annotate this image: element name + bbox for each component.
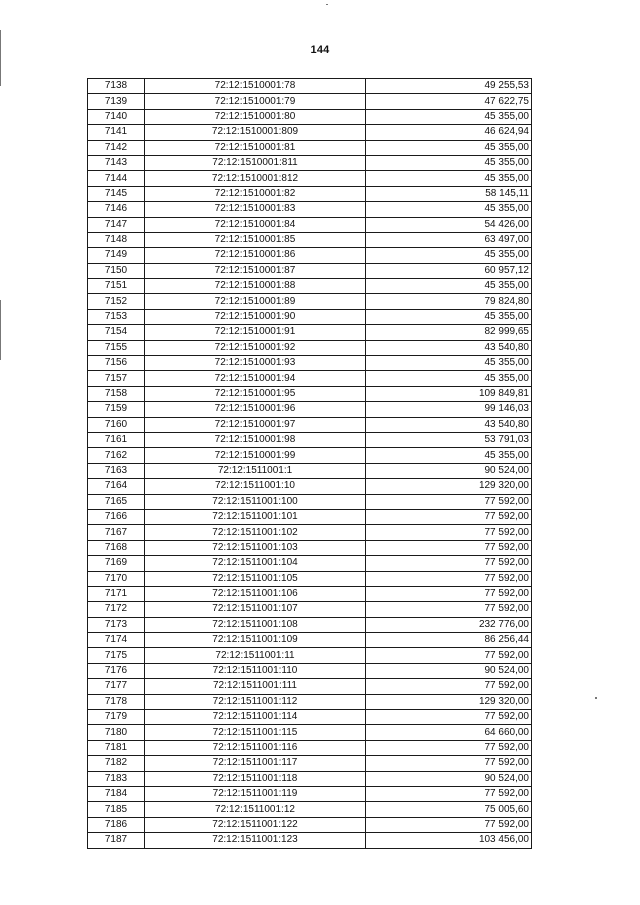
table-row — [88, 509, 532, 524]
table-row — [88, 586, 532, 601]
table-row — [88, 771, 532, 786]
cadastral-value-cell: 63 497,00 — [366, 232, 532, 247]
cadastral-value-cell: 45 355,00 — [366, 109, 532, 124]
table-row — [88, 217, 532, 232]
cadastral-number-cell: 72:12:1510001:88 — [145, 279, 366, 294]
row-number-cell: 7165 — [88, 494, 145, 509]
cadastral-number-cell: 72:12:1510001:86 — [145, 248, 366, 263]
row-number-cell: 7157 — [88, 371, 145, 386]
row-number-cell: 7176 — [88, 663, 145, 678]
cadastral-value-cell: 45 355,00 — [366, 371, 532, 386]
table-row — [88, 740, 532, 755]
cadastral-number-cell: 72:12:1510001:92 — [145, 340, 366, 355]
table-row — [88, 294, 532, 309]
row-number-cell: 7147 — [88, 217, 145, 232]
row-number-cell: 7169 — [88, 556, 145, 571]
cadastral-number-cell: 72:12:1511001:116 — [145, 740, 366, 755]
table-row — [88, 602, 532, 617]
row-number-cell: 7163 — [88, 463, 145, 478]
table-row — [88, 94, 532, 109]
cadastral-number-cell: 72:12:1510001:809 — [145, 125, 366, 140]
cadastral-value-cell: 45 355,00 — [366, 155, 532, 170]
cadastral-value-cell: 90 524,00 — [366, 463, 532, 478]
cadastral-value-cell: 47 622,75 — [366, 94, 532, 109]
table-row — [88, 432, 532, 447]
table-row — [88, 525, 532, 540]
row-number-cell: 7161 — [88, 432, 145, 447]
cadastral-value-cell: 77 592,00 — [366, 540, 532, 555]
table-row — [88, 463, 532, 478]
cadastral-number-cell: 72:12:1510001:81 — [145, 140, 366, 155]
cadastral-number-cell: 72:12:1511001:100 — [145, 494, 366, 509]
cadastral-number-cell: 72:12:1510001:83 — [145, 202, 366, 217]
cadastral-number-cell: 72:12:1511001:106 — [145, 586, 366, 601]
cadastral-value-cell: 77 592,00 — [366, 586, 532, 601]
table-row — [88, 617, 532, 632]
row-number-cell: 7142 — [88, 140, 145, 155]
table-row — [88, 402, 532, 417]
cadastral-value-cell: 77 592,00 — [366, 494, 532, 509]
cadastral-value-cell: 77 592,00 — [366, 786, 532, 801]
cadastral-number-cell: 72:12:1511001:109 — [145, 633, 366, 648]
cadastral-value-cell: 54 426,00 — [366, 217, 532, 232]
cadastral-number-cell: 72:12:1511001:101 — [145, 509, 366, 524]
cadastral-number-cell: 72:12:1511001:119 — [145, 786, 366, 801]
cadastral-number-cell: 72:12:1510001:99 — [145, 448, 366, 463]
table-row — [88, 725, 532, 740]
cadastral-number-cell: 72:12:1511001:110 — [145, 663, 366, 678]
row-number-cell: 7158 — [88, 386, 145, 401]
cadastral-value-cell: 45 355,00 — [366, 448, 532, 463]
row-number-cell: 7181 — [88, 740, 145, 755]
row-number-cell: 7160 — [88, 417, 145, 432]
row-number-cell: 7149 — [88, 248, 145, 263]
table-row — [88, 571, 532, 586]
cadastral-number-cell: 72:12:1510001:91 — [145, 325, 366, 340]
row-number-cell: 7186 — [88, 817, 145, 832]
row-number-cell: 7174 — [88, 633, 145, 648]
table-row — [88, 202, 532, 217]
cadastral-value-cell: 60 957,12 — [366, 263, 532, 278]
cadastral-number-cell: 72:12:1511001:111 — [145, 679, 366, 694]
cadastral-value-cell: 77 592,00 — [366, 817, 532, 832]
row-number-cell: 7175 — [88, 648, 145, 663]
table-row — [88, 448, 532, 463]
table-row — [88, 710, 532, 725]
cadastral-value-cell: 129 320,00 — [366, 479, 532, 494]
cadastral-number-cell: 72:12:1511001:104 — [145, 556, 366, 571]
row-number-cell: 7162 — [88, 448, 145, 463]
row-number-cell: 7171 — [88, 586, 145, 601]
row-number-cell: 7143 — [88, 155, 145, 170]
cadastral-number-cell: 72:12:1511001:102 — [145, 525, 366, 540]
table-row — [88, 633, 532, 648]
table-row — [88, 371, 532, 386]
cadastral-value-cell: 45 355,00 — [366, 248, 532, 263]
scan-artifact — [0, 300, 1, 360]
cadastral-number-cell: 72:12:1510001:94 — [145, 371, 366, 386]
cadastral-value-cell: 58 145,11 — [366, 186, 532, 201]
table-row — [88, 386, 532, 401]
scan-artifact — [0, 30, 1, 86]
cadastral-value-cell: 49 255,53 — [366, 79, 532, 94]
row-number-cell: 7183 — [88, 771, 145, 786]
cadastral-number-cell: 72:12:1510001:82 — [145, 186, 366, 201]
cadastral-number-cell: 72:12:1510001:93 — [145, 356, 366, 371]
table-row — [88, 140, 532, 155]
cadastral-value-cell: 77 592,00 — [366, 556, 532, 571]
table-row — [88, 79, 532, 94]
cadastral-number-cell: 72:12:1511001:118 — [145, 771, 366, 786]
table-row — [88, 479, 532, 494]
cadastral-number-cell: 72:12:1511001:117 — [145, 756, 366, 771]
cadastral-value-cell: 45 355,00 — [366, 356, 532, 371]
cadastral-value-cell: 77 592,00 — [366, 710, 532, 725]
row-number-cell: 7145 — [88, 186, 145, 201]
cadastral-number-cell: 72:12:1511001:123 — [145, 833, 366, 848]
table-row — [88, 648, 532, 663]
cadastral-value-cell: 77 592,00 — [366, 756, 532, 771]
table-row — [88, 417, 532, 432]
row-number-cell: 7168 — [88, 540, 145, 555]
table-row — [88, 663, 532, 678]
cadastral-number-cell: 72:12:1511001:112 — [145, 694, 366, 709]
cadastral-number-cell: 72:12:1510001:98 — [145, 432, 366, 447]
cadastral-number-cell: 72:12:1510001:84 — [145, 217, 366, 232]
page-number: 144 — [310, 44, 330, 56]
table-row — [88, 802, 532, 817]
cadastral-value-cell: 45 355,00 — [366, 140, 532, 155]
table-row — [88, 694, 532, 709]
cadastral-value-cell: 43 540,80 — [366, 417, 532, 432]
table-body — [88, 79, 532, 849]
cadastral-value-cell: 77 592,00 — [366, 648, 532, 663]
table-row — [88, 556, 532, 571]
cadastral-value-table — [87, 78, 532, 849]
row-number-cell: 7154 — [88, 325, 145, 340]
cadastral-number-cell: 72:12:1510001:80 — [145, 109, 366, 124]
cadastral-value-cell: 129 320,00 — [366, 694, 532, 709]
cadastral-value-cell: 43 540,80 — [366, 340, 532, 355]
row-number-cell: 7159 — [88, 402, 145, 417]
cadastral-value-cell: 82 999,65 — [366, 325, 532, 340]
table-row — [88, 786, 532, 801]
table-row — [88, 263, 532, 278]
cadastral-value-cell: 77 592,00 — [366, 740, 532, 755]
row-number-cell: 7152 — [88, 294, 145, 309]
cadastral-value-cell: 90 524,00 — [366, 663, 532, 678]
cadastral-number-cell: 72:12:1510001:85 — [145, 232, 366, 247]
row-number-cell: 7144 — [88, 171, 145, 186]
table-row — [88, 279, 532, 294]
cadastral-number-cell: 72:12:1511001:105 — [145, 571, 366, 586]
row-number-cell: 7153 — [88, 309, 145, 324]
cadastral-value-cell: 77 592,00 — [366, 679, 532, 694]
cadastral-number-cell: 72:12:1511001:12 — [145, 802, 366, 817]
cadastral-number-cell: 72:12:1511001:122 — [145, 817, 366, 832]
cadastral-number-cell: 72:12:1510001:79 — [145, 94, 366, 109]
row-number-cell: 7180 — [88, 725, 145, 740]
cadastral-value-cell: 90 524,00 — [366, 771, 532, 786]
cadastral-value-cell: 77 592,00 — [366, 509, 532, 524]
cadastral-number-cell: 72:12:1511001:103 — [145, 540, 366, 555]
table-row — [88, 186, 532, 201]
cadastral-number-cell: 72:12:1511001:1 — [145, 463, 366, 478]
row-number-cell: 7151 — [88, 279, 145, 294]
cadastral-value-cell: 232 776,00 — [366, 617, 532, 632]
table-row — [88, 325, 532, 340]
cadastral-value-cell: 109 849,81 — [366, 386, 532, 401]
row-number-cell: 7179 — [88, 710, 145, 725]
row-number-cell: 7177 — [88, 679, 145, 694]
table-row — [88, 817, 532, 832]
row-number-cell: 7187 — [88, 833, 145, 848]
row-number-cell: 7167 — [88, 525, 145, 540]
row-number-cell: 7140 — [88, 109, 145, 124]
cadastral-number-cell: 72:12:1510001:78 — [145, 79, 366, 94]
cadastral-value-cell: 86 256,44 — [366, 633, 532, 648]
cadastral-value-cell: 77 592,00 — [366, 571, 532, 586]
scan-artifact — [595, 697, 597, 699]
table-row — [88, 340, 532, 355]
cadastral-value-cell: 45 355,00 — [366, 279, 532, 294]
row-number-cell: 7164 — [88, 479, 145, 494]
table-row — [88, 248, 532, 263]
cadastral-number-cell: 72:12:1510001:96 — [145, 402, 366, 417]
table-row — [88, 232, 532, 247]
cadastral-value-cell: 103 456,00 — [366, 833, 532, 848]
row-number-cell: 7146 — [88, 202, 145, 217]
cadastral-number-cell: 72:12:1510001:95 — [145, 386, 366, 401]
cadastral-number-cell: 72:12:1510001:812 — [145, 171, 366, 186]
cadastral-number-cell: 72:12:1510001:89 — [145, 294, 366, 309]
cadastral-value-cell: 77 592,00 — [366, 602, 532, 617]
cadastral-value-cell: 64 660,00 — [366, 725, 532, 740]
row-number-cell: 7150 — [88, 263, 145, 278]
row-number-cell: 7185 — [88, 802, 145, 817]
cadastral-number-cell: 72:12:1511001:114 — [145, 710, 366, 725]
table-row — [88, 679, 532, 694]
cadastral-number-cell: 72:12:1511001:115 — [145, 725, 366, 740]
cadastral-value-cell: 45 355,00 — [366, 171, 532, 186]
row-number-cell: 7184 — [88, 786, 145, 801]
cadastral-value-cell: 46 624,94 — [366, 125, 532, 140]
table-row — [88, 540, 532, 555]
cadastral-number-cell: 72:12:1511001:108 — [145, 617, 366, 632]
cadastral-number-cell: 72:12:1510001:811 — [145, 155, 366, 170]
cadastral-value-cell: 75 005,60 — [366, 802, 532, 817]
cadastral-number-cell: 72:12:1510001:97 — [145, 417, 366, 432]
cadastral-value-cell: 45 355,00 — [366, 309, 532, 324]
row-number-cell: 7141 — [88, 125, 145, 140]
table-row — [88, 155, 532, 170]
cadastral-value-cell: 79 824,80 — [366, 294, 532, 309]
cadastral-value-cell: 53 791,03 — [366, 432, 532, 447]
table-row — [88, 125, 532, 140]
table-row — [88, 833, 532, 848]
row-number-cell: 7166 — [88, 509, 145, 524]
cadastral-value-cell: 99 146,03 — [366, 402, 532, 417]
table-row — [88, 171, 532, 186]
cadastral-number-cell: 72:12:1511001:10 — [145, 479, 366, 494]
row-number-cell: 7155 — [88, 340, 145, 355]
table-row — [88, 109, 532, 124]
row-number-cell: 7139 — [88, 94, 145, 109]
row-number-cell: 7172 — [88, 602, 145, 617]
cadastral-number-cell: 72:12:1511001:107 — [145, 602, 366, 617]
row-number-cell: 7182 — [88, 756, 145, 771]
row-number-cell: 7170 — [88, 571, 145, 586]
row-number-cell: 7173 — [88, 617, 145, 632]
table-row — [88, 756, 532, 771]
row-number-cell: 7178 — [88, 694, 145, 709]
row-number-cell: 7156 — [88, 356, 145, 371]
table-row — [88, 356, 532, 371]
row-number-cell: 7138 — [88, 79, 145, 94]
cadastral-number-cell: 72:12:1511001:11 — [145, 648, 366, 663]
table-row — [88, 494, 532, 509]
scan-artifact — [326, 4, 328, 5]
table-row — [88, 309, 532, 324]
cadastral-value-cell: 45 355,00 — [366, 202, 532, 217]
cadastral-number-cell: 72:12:1510001:90 — [145, 309, 366, 324]
cadastral-number-cell: 72:12:1510001:87 — [145, 263, 366, 278]
row-number-cell: 7148 — [88, 232, 145, 247]
cadastral-value-cell: 77 592,00 — [366, 525, 532, 540]
